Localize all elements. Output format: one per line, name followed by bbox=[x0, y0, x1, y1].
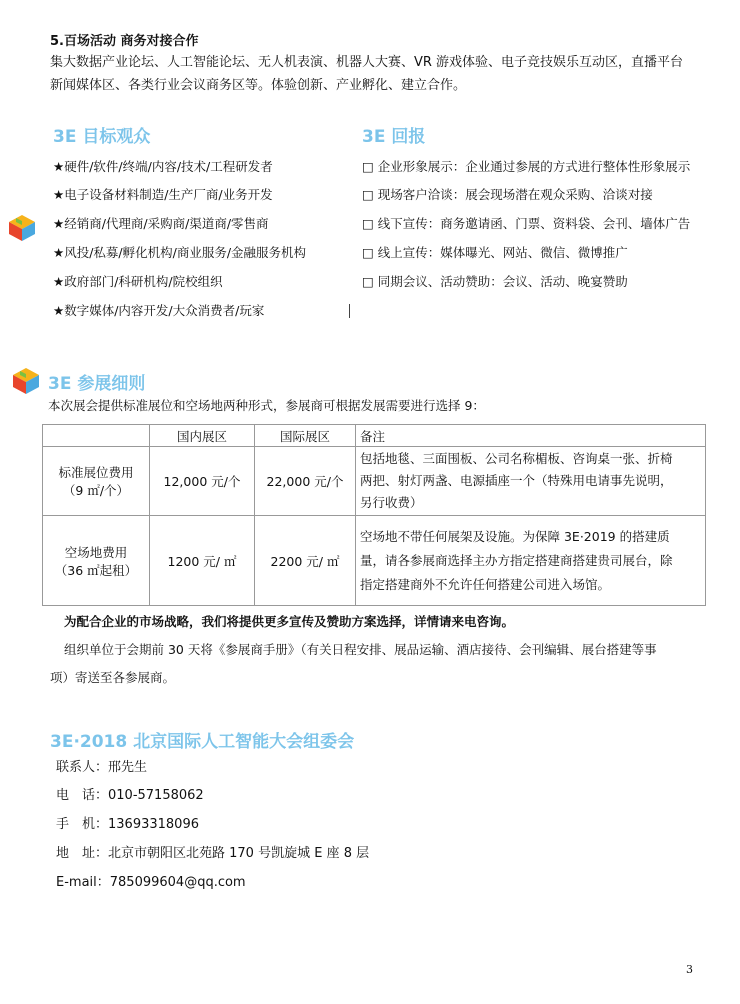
contact-phone: 电 话：010-57158062 bbox=[56, 788, 204, 803]
row-note bbox=[356, 516, 706, 606]
audience-item: ★风投/私募/孵化机构/商业服务/金融服务机构 bbox=[53, 245, 307, 260]
3e-cube-logo bbox=[8, 214, 36, 242]
contact-mobile: 手 机：13693318096 bbox=[56, 817, 199, 832]
table-header-cell: 备注 bbox=[356, 425, 706, 447]
note-line: 量，请各参展商选择主办方指定搭建商搭建贵司展台，除 bbox=[360, 552, 673, 568]
table-row bbox=[43, 447, 706, 516]
row-label-line: （36 ㎡起租） bbox=[54, 562, 138, 578]
handbook-line1: 组织单位于会期前 30 天将《参展商手册》（有关日程安排、展品运输、酒店接待、会刊编辑、展台搭建等事 bbox=[64, 642, 657, 657]
returns-item: □ 同期会议、活动赞助：会议、活动、晚宴赞助 bbox=[362, 274, 628, 289]
row-note bbox=[356, 447, 706, 516]
returns-heading: 3E 回报 bbox=[362, 127, 426, 147]
row-label bbox=[43, 447, 150, 516]
note-line: 另行收费） bbox=[360, 495, 423, 510]
section5-body-line1: 集大数据产业论坛、人工智能论坛、无人机表演、机器人大赛、VR 游戏体验、电子竞技娱乐互动区，直播平台 bbox=[50, 55, 684, 70]
section5-title: 5.百场活动 商务对接合作 bbox=[50, 34, 199, 49]
fee-table bbox=[42, 424, 706, 606]
table-header-cell bbox=[43, 425, 150, 447]
domestic-price: 1200 元/ ㎡ bbox=[150, 516, 255, 606]
audience-item: ★经销商/代理商/采购商/渠道商/零售商 bbox=[53, 216, 269, 231]
rules-heading: 3E 参展细则 bbox=[48, 374, 146, 394]
audience-item: ★硬件/软件/终端/内容/技术/工程研发者 bbox=[53, 159, 273, 174]
text-cursor-mark bbox=[349, 304, 350, 318]
3e-cube-logo bbox=[12, 367, 40, 395]
returns-item: □ 现场客户洽谈：展会现场潜在观众采购、洽谈对接 bbox=[362, 187, 653, 202]
international-price: 2200 元/ ㎡ bbox=[255, 516, 356, 606]
audience-heading: 3E 目标观众 bbox=[53, 127, 151, 147]
returns-item: □ 线上宣传：媒体曝光、网站、微信、微博推广 bbox=[362, 245, 628, 260]
note-line: 两把、射灯两盏、电源插座一个（特殊用电请事先说明， bbox=[360, 473, 673, 488]
committee-heading: 3E·2018 北京国际人工智能大会组委会 bbox=[50, 732, 355, 752]
table-row bbox=[43, 516, 706, 606]
row-label-line: 标准展位费用 bbox=[58, 465, 134, 480]
returns-item: □ 线下宣传：商务邀请函、门票、资料袋、会刊、墙体广告 bbox=[362, 216, 691, 231]
note-line: 包括地毯、三面围板、公司名称楣板、咨询桌一张、折椅 bbox=[360, 451, 673, 466]
audience-item: ★数字媒体/内容开发/大众消费者/玩家 bbox=[53, 303, 265, 318]
note-line: 空场地不带任何展架及设施。为保障 3E·2019 的搭建质 bbox=[360, 528, 670, 544]
audience-item: ★电子设备材料制造/生产厂商/业务开发 bbox=[53, 187, 273, 202]
contact-email: E-mail：785099604@qq.com bbox=[56, 875, 246, 890]
row-label bbox=[43, 516, 150, 606]
international-price: 22,000 元/个 bbox=[255, 447, 356, 516]
row-label-line: 空场地费用 bbox=[64, 544, 128, 560]
audience-item: ★政府部门/科研机构/院校组织 bbox=[53, 274, 223, 289]
section5-body-line2: 新闻媒体区、各类行业会议商务区等。体验创新、产业孵化、建立合作。 bbox=[50, 78, 467, 93]
promo-text: 为配合企业的市场战略，我们将提供更多宣传及赞助方案选择，详情请来电咨询。 bbox=[64, 614, 515, 629]
note-line: 指定搭建商外不允许任何搭建公司进入场馆。 bbox=[360, 576, 611, 592]
table-header-cell: 国内展区 bbox=[150, 425, 255, 447]
row-label-line: （9 ㎡/个） bbox=[62, 483, 130, 498]
handbook-line2: 项）寄送至各参展商。 bbox=[50, 670, 176, 685]
contact-address: 地 址：北京市朝阳区北苑路 170 号凯旋城 E 座 8 层 bbox=[56, 846, 370, 861]
rules-intro: 本次展会提供标准展位和空场地两种形式，参展商可根据发展需要进行选择 9： bbox=[48, 398, 485, 413]
contact-person: 联系人：邢先生 bbox=[56, 760, 148, 775]
table-header-cell: 国际展区 bbox=[255, 425, 356, 447]
domestic-price: 12,000 元/个 bbox=[150, 447, 255, 516]
page-number: 3 bbox=[686, 963, 693, 976]
returns-item: □ 企业形象展示：企业通过参展的方式进行整体性形象展示 bbox=[362, 159, 691, 174]
table-header-row bbox=[43, 425, 706, 447]
